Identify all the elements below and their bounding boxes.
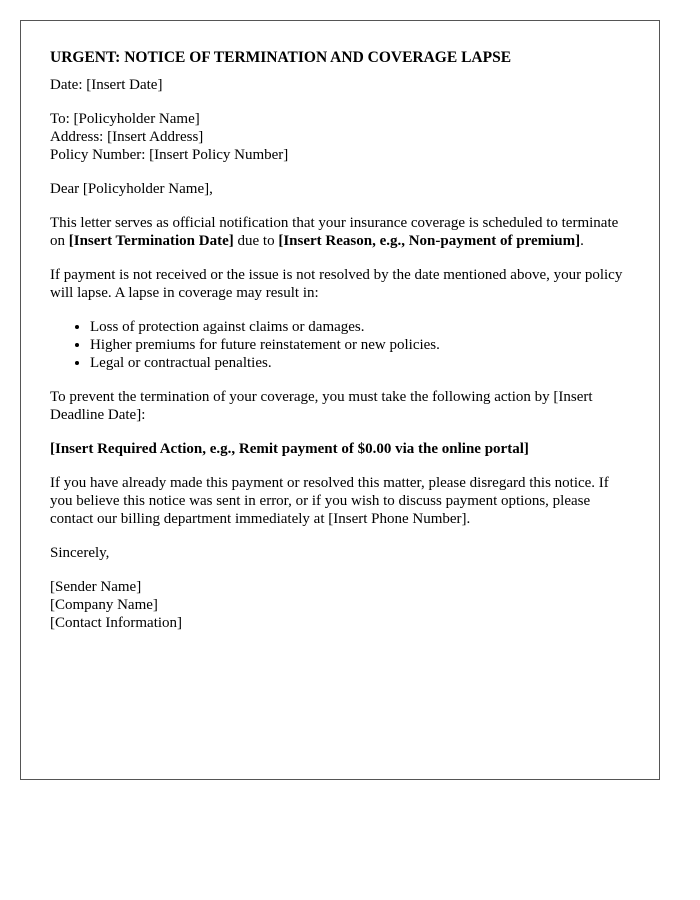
letter-frame	[20, 20, 660, 780]
list-item: • Higher premiums for future reinstatement or new policies.	[90, 336, 630, 354]
required-action: [Insert Required Action, e.g., Remit payment of $0.00 via the online portal]	[50, 441, 529, 457]
termination-reason: [Insert Reason, e.g., Non-payment of premium]	[278, 233, 581, 249]
recipient-to: To: [Policyholder Name]	[50, 111, 200, 127]
disregard-paragraph: If you have already made this payment or resolved this matter, please disregard this notice. If you believe this notice was sent in error, or if you wish to discuss payment options, please contact our billing department immediately at [Insert Phone Number].	[50, 475, 609, 527]
date-line: Date: [Insert Date]	[50, 77, 163, 93]
recipient-policy-number: Policy Number: [Insert Policy Number]	[50, 147, 289, 163]
prevention-paragraph: To prevent the termination of your coverage, you must take the following action by [Insert Deadline Date]:	[50, 389, 593, 423]
termination-text-c: .	[580, 233, 584, 249]
sender-name: [Sender Name]	[50, 579, 142, 595]
contact-info: [Contact Information]	[50, 615, 183, 631]
termination-text-a: This letter serves as official notification that your insurance coverage is scheduled to terminate on	[50, 215, 619, 249]
recipient-address: Address: [Insert Address]	[50, 129, 204, 145]
list-item: • Loss of protection against claims or damages.	[90, 318, 630, 336]
closing: Sincerely,	[50, 545, 110, 561]
letter-heading: URGENT: NOTICE OF TERMINATION AND COVERAGE LAPSE	[50, 49, 512, 66]
recipient-block	[50, 110, 630, 164]
signature-block	[50, 578, 630, 632]
company-name: [Company Name]	[50, 597, 158, 613]
termination-date: [Insert Termination Date]	[68, 233, 234, 249]
termination-text-b: due to	[233, 233, 279, 249]
termination-paragraph	[50, 214, 630, 250]
salutation: Dear [Policyholder Name],	[50, 181, 213, 197]
list-item: • Legal or contractual penalties.	[90, 354, 630, 372]
lapse-paragraph: If payment is not received or the issue is not resolved by the date mentioned above, your policy will lapse. A lapse in coverage may result in:	[50, 267, 623, 301]
consequences-list	[50, 318, 630, 372]
